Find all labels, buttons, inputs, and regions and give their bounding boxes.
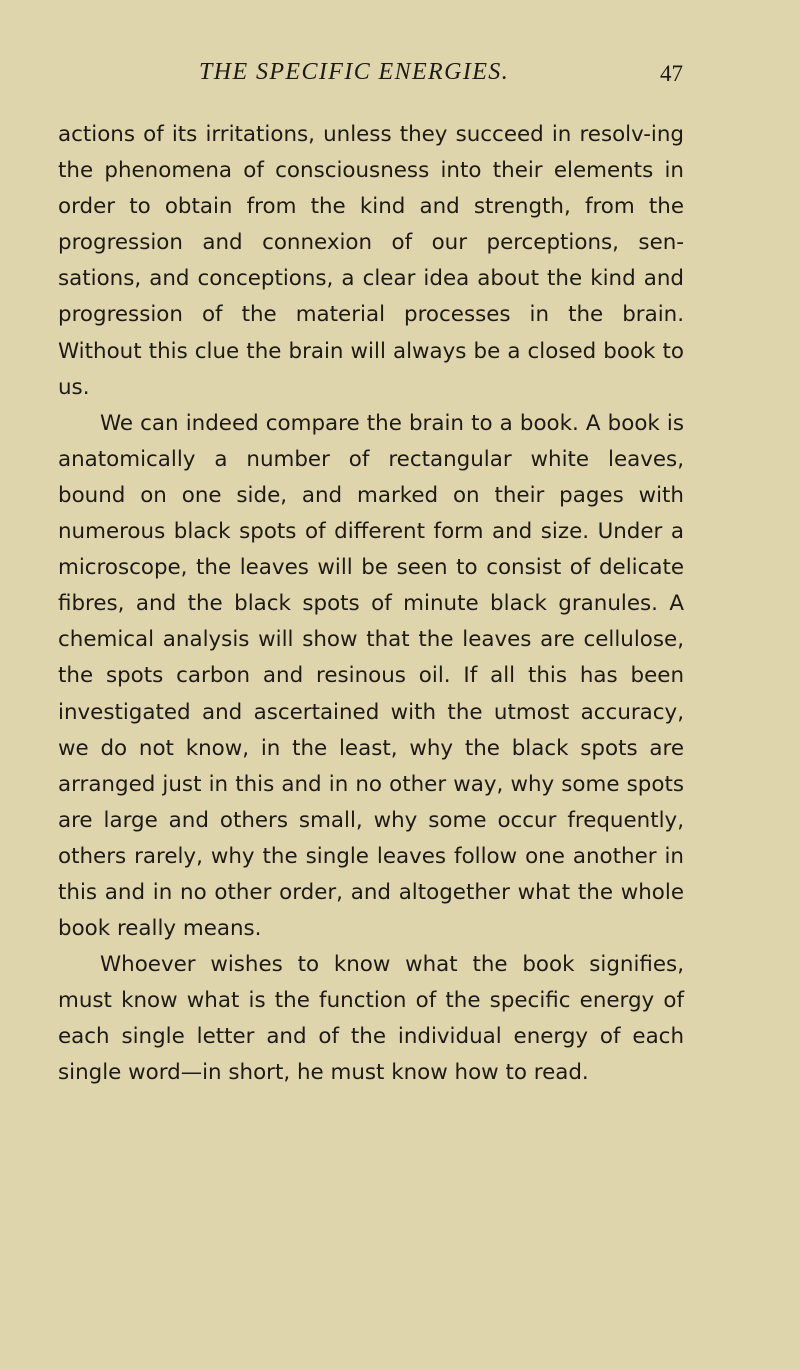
page-number: 47	[660, 61, 683, 86]
paragraph-continued: actions of its irritations, unless they succeed in resolv-ing the phenomena of consciousness into their elements in order to obtain from the kind and strength, from the progression and connexion of our perceptions, sen-sations, and conceptions, a clear idea about the kind and progression of the material processes in the brain. Without this clue the brain will always be a closed book to us.	[58, 122, 684, 400]
body-text	[58, 117, 684, 1092]
paragraph-how-to-read: Whoever wishes to know what the book signifies, must know what is the function of the specific energy of each single letter and of the individual energy of each single word—in short, he must know how to read.	[58, 952, 684, 1086]
running-head	[0, 57, 800, 93]
running-title: THE SPECIFIC ENERGIES.	[199, 59, 510, 85]
paragraph-book-analogy: We can indeed compare the brain to a book. A book is anatomically a number of rectangular white leaves, bound on one side, and marked on their pages with numerous black spots of different form and size. Under a microscope, the leaves will be seen to consist of delicate fibres, and the black spots of minute black granules. A chemical analysis will show that the leaves are cellulose, the spots carbon and resinous oil. If all this has been investigated and ascertained with the utmost accuracy, we do not know, in the least, why the black spots are arranged just in this and in no other way, why some spots are large and others small, why some occur frequently, others rarely, why the single leaves follow one another in this and in no other order, and altogether what the whole book really means.	[58, 410, 684, 942]
